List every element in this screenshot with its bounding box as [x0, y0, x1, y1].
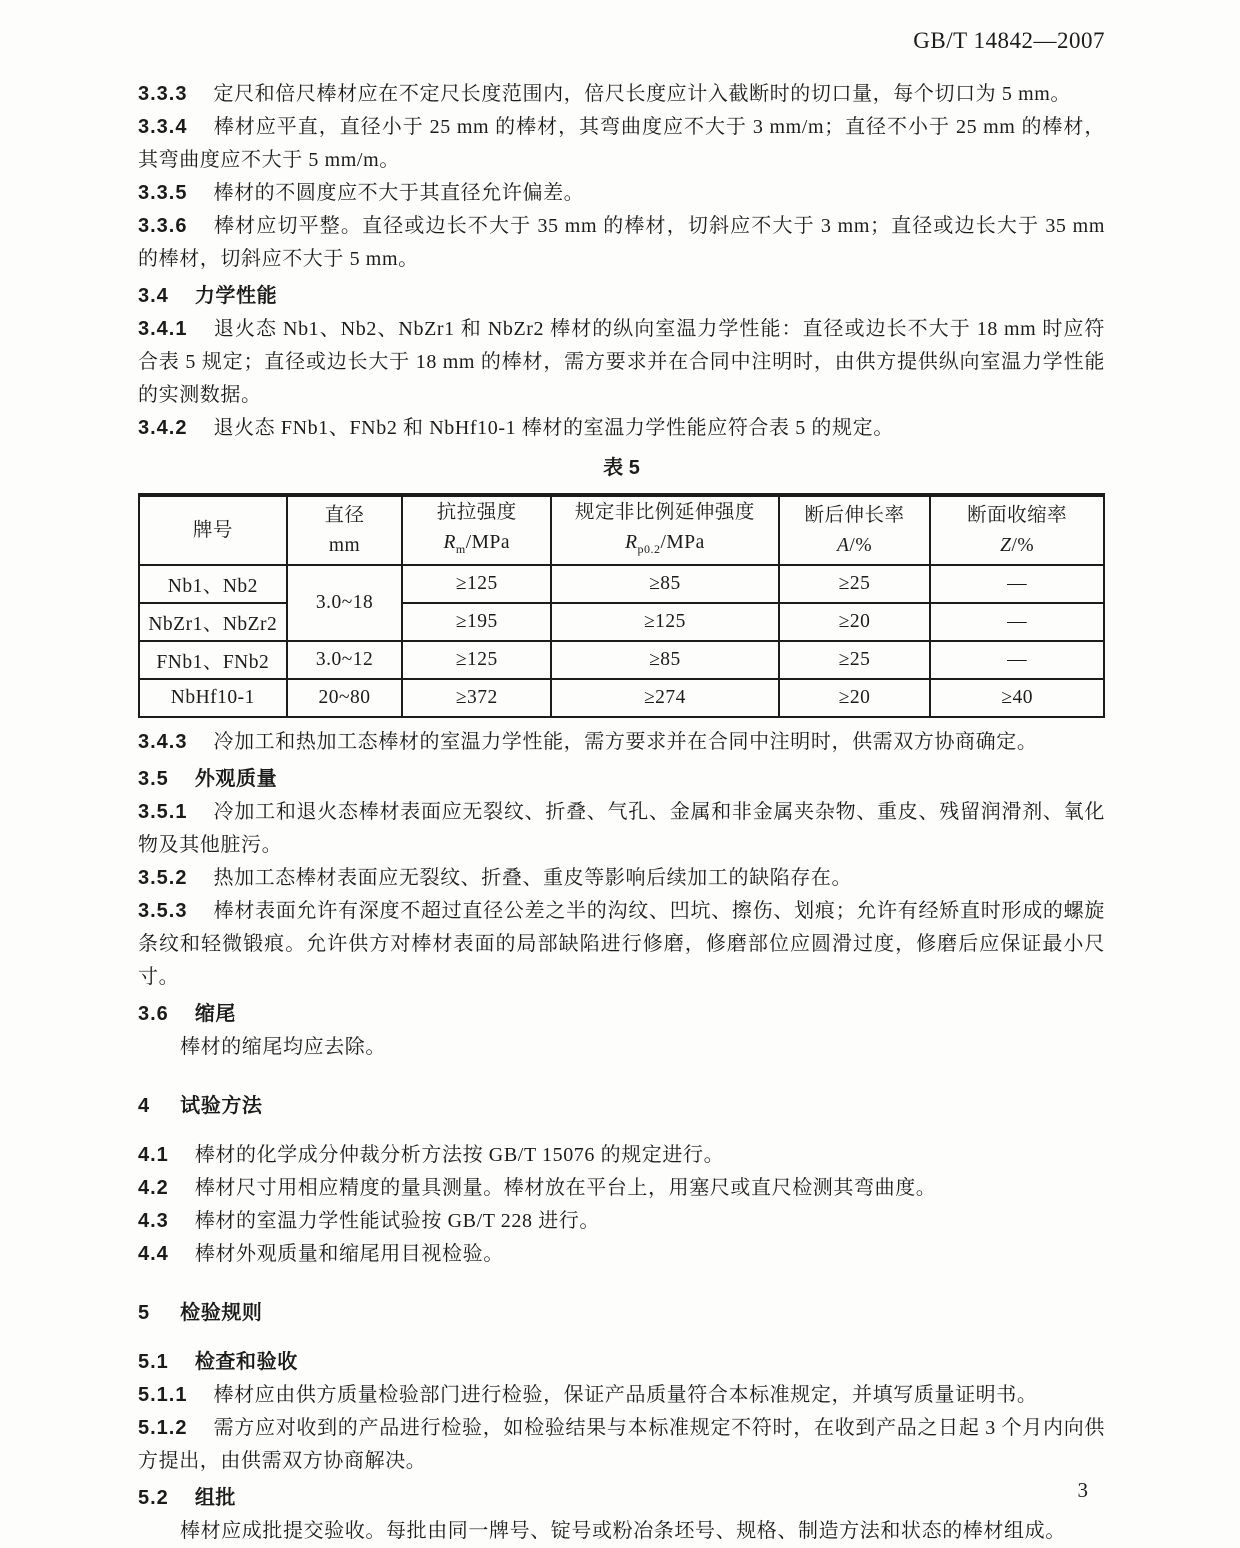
a-cell: ≥20	[779, 603, 931, 641]
col-header-proof-strength: 规定非比例延伸强度 $R_{p0.2}$/MPa	[551, 495, 779, 565]
heading-text: 外观质量	[194, 768, 278, 790]
table-row	[139, 641, 1104, 679]
a-cell: ≥25	[779, 641, 931, 679]
clause-4-4	[138, 1238, 1105, 1271]
clause-text: 棒材的不圆度应不大于其直径允许偏差。	[213, 182, 585, 204]
clause-text: 棒材外观质量和缩尾用目视检验。	[194, 1243, 504, 1265]
heading-number: 3.6	[138, 1003, 169, 1025]
z-cell: ≥40	[930, 679, 1104, 717]
paragraph-text: 棒材的缩尾均应去除。	[180, 1036, 386, 1058]
clause-4-1	[138, 1139, 1105, 1172]
clause-3-5-2	[138, 862, 1105, 895]
clause-3-3-6	[138, 210, 1105, 276]
heading-number: 5	[138, 1302, 151, 1324]
heading-number: 3.5	[138, 768, 169, 790]
clause-text: 退火态 FNb1、FNb2 和 NbHf10-1 棒材的室温力学性能应符合表 5 的规定。	[213, 417, 894, 439]
paragraph-text: 棒材应成批提交验收。每批由同一牌号、锭号或粉冶条坯号、规格、制造方法和状态的棒材组成。	[180, 1520, 1066, 1542]
page-number: 3	[1077, 1478, 1088, 1502]
clause-text: 棒材应由供方质量检验部门进行检验，保证产品质量符合本标准规定，并填写质量证明书。	[213, 1384, 1038, 1406]
table-row	[139, 603, 1104, 641]
heading-5-1	[138, 1346, 1105, 1379]
diameter-cell: 3.0~18	[287, 565, 403, 641]
clause-4-2	[138, 1172, 1105, 1205]
col-header-grade: 牌号	[139, 495, 287, 565]
diameter-cell: 20~80	[287, 679, 403, 717]
heading-number: 5.1	[138, 1351, 169, 1373]
diameter-cell: 3.0~12	[287, 641, 403, 679]
clause-5-1-2	[138, 1412, 1105, 1478]
rp-cell: ≥85	[551, 641, 779, 679]
clause-number: 3.4.1	[138, 318, 188, 340]
clause-number: 5.1.2	[138, 1417, 188, 1439]
clause-number: 5.1.1	[138, 1384, 188, 1406]
clause-text: 棒材应切平整。直径或边长不大于 35 mm 的棒材，切斜应不大于 3 mm；直径或边长大于 35 mm 的棒材，切斜应不大于 5 mm。	[138, 215, 1105, 270]
heading-text: 检查和验收	[194, 1351, 298, 1373]
clause-number: 4.2	[138, 1177, 169, 1199]
clause-text: 棒材尺寸用相应精度的量具测量。棒材放在平台上，用塞尺或直尺检测其弯曲度。	[194, 1177, 937, 1199]
clause-number: 3.3.6	[138, 215, 188, 237]
rm-cell: ≥125	[402, 641, 551, 679]
heading-4	[138, 1090, 1105, 1123]
grade-cell: NbZr1、NbZr2	[139, 603, 287, 641]
grade-cell: Nb1、Nb2	[139, 565, 287, 603]
heading-text: 力学性能	[194, 285, 278, 307]
page-footer	[1078, 1478, 1089, 1503]
clause-number: 4.4	[138, 1243, 169, 1265]
grade-cell: NbHf10-1	[139, 679, 287, 717]
rp-cell: ≥125	[551, 603, 779, 641]
clause-number: 3.5.3	[138, 900, 188, 922]
standard-number: GB/T 14842—2007	[913, 28, 1105, 53]
clause-text: 定尺和倍尺棒材应在不定尺长度范围内，倍尺长度应计入截断时的切口量，每个切口为 5 mm。	[213, 83, 1071, 105]
grade-cell: FNb1、FNb2	[139, 641, 287, 679]
col-header-reduction-of-area: 断面收缩率 Z/%	[930, 495, 1104, 565]
document-header	[138, 26, 1105, 56]
clause-number: 3.4.2	[138, 417, 188, 439]
heading-text: 检验规则	[180, 1302, 263, 1324]
heading-5	[138, 1297, 1105, 1330]
clause-number: 3.5.1	[138, 801, 188, 823]
z-cell: —	[930, 641, 1104, 679]
heading-number: 3.4	[138, 285, 169, 307]
paragraph-5-2	[138, 1515, 1105, 1548]
clause-text: 冷加工和退火态棒材表面应无裂纹、折叠、气孔、金属和非金属夹杂物、重皮、残留润滑剂、氧化物及其他脏污。	[138, 801, 1105, 856]
clause-3-4-3	[138, 726, 1105, 759]
clause-3-3-3	[138, 78, 1105, 111]
clause-3-3-4	[138, 111, 1105, 177]
a-cell: ≥20	[779, 679, 931, 717]
heading-number: 5.2	[138, 1487, 169, 1509]
heading-5-2	[138, 1482, 1105, 1515]
clause-number: 3.3.3	[138, 83, 188, 105]
clause-number: 3.3.5	[138, 182, 188, 204]
clause-3-5-3	[138, 895, 1105, 994]
clause-text: 棒材应平直，直径小于 25 mm 的棒材，其弯曲度应不大于 3 mm/m；直径不小于 25 mm 的棒材，其弯曲度应不大于 5 mm/m。	[138, 116, 1105, 171]
rm-cell: ≥125	[402, 565, 551, 603]
table5-caption: 表 5	[603, 457, 640, 479]
table-row	[139, 565, 1104, 603]
heading-text: 组批	[194, 1487, 237, 1509]
rm-cell: ≥195	[402, 603, 551, 641]
heading-3-6	[138, 998, 1105, 1031]
clause-number: 3.5.2	[138, 867, 188, 889]
table5	[138, 493, 1105, 718]
clause-3-4-1	[138, 313, 1105, 412]
clause-number: 3.4.3	[138, 731, 188, 753]
z-cell: —	[930, 603, 1104, 641]
col-header-elongation: 断后伸长率 A/%	[779, 495, 931, 565]
col-header-diameter: 直径 mm	[287, 495, 403, 565]
z-cell: —	[930, 565, 1104, 603]
heading-number: 4	[138, 1095, 151, 1117]
clause-number: 4.3	[138, 1210, 169, 1232]
a-cell: ≥25	[779, 565, 931, 603]
rp-cell: ≥274	[551, 679, 779, 717]
clause-text: 需方应对收到的产品进行检验，如检验结果与本标准规定不符时，在收到产品之日起 3 个月内向供方提出，由供需双方协商解决。	[138, 1417, 1105, 1472]
clause-number: 4.1	[138, 1144, 169, 1166]
clause-text: 热加工态棒材表面应无裂纹、折叠、重皮等影响后续加工的缺陷存在。	[213, 867, 853, 889]
table5-header-row	[139, 495, 1104, 565]
clause-3-5-1	[138, 796, 1105, 862]
clause-text: 棒材表面允许有深度不超过直径公差之半的沟纹、凹坑、擦伤、划痕；允许有经矫直时形成的螺旋条纹和轻微锻痕。允许供方对棒材表面的局部缺陷进行修磨，修磨部位应圆滑过度，修磨后应保证最小尺寸。	[138, 900, 1105, 988]
clause-5-1-1	[138, 1379, 1105, 1412]
clause-4-3	[138, 1205, 1105, 1238]
clause-3-3-5	[138, 177, 1105, 210]
clause-text: 退火态 Nb1、Nb2、NbZr1 和 NbZr2 棒材的纵向室温力学性能：直径或边长不大于 18 mm 时应符合表 5 规定；直径或边长大于 18 mm 的棒材，需方要求并在合同中注明时，由供方提供纵向室温力学性能的实测数据。	[138, 318, 1105, 406]
rm-cell: ≥372	[402, 679, 551, 717]
col-header-tensile-strength: 抗拉强度 $R_m$/MPa	[402, 495, 551, 565]
clause-text: 棒材的化学成分仲裁分析方法按 GB/T 15076 的规定进行。	[194, 1144, 725, 1166]
paragraph-3-6	[138, 1031, 1105, 1064]
heading-3-4	[138, 280, 1105, 313]
clause-text: 冷加工和热加工态棒材的室温力学性能，需方要求并在合同中注明时，供需双方协商确定。	[213, 731, 1038, 753]
heading-text: 试验方法	[180, 1095, 263, 1117]
clause-number: 3.3.4	[138, 116, 188, 138]
clause-3-4-2	[138, 412, 1105, 445]
heading-text: 缩尾	[194, 1003, 237, 1025]
table-row	[139, 679, 1104, 717]
rp-cell: ≥85	[551, 565, 779, 603]
clause-text: 棒材的室温力学性能试验按 GB/T 228 进行。	[194, 1210, 601, 1232]
heading-3-5	[138, 763, 1105, 796]
